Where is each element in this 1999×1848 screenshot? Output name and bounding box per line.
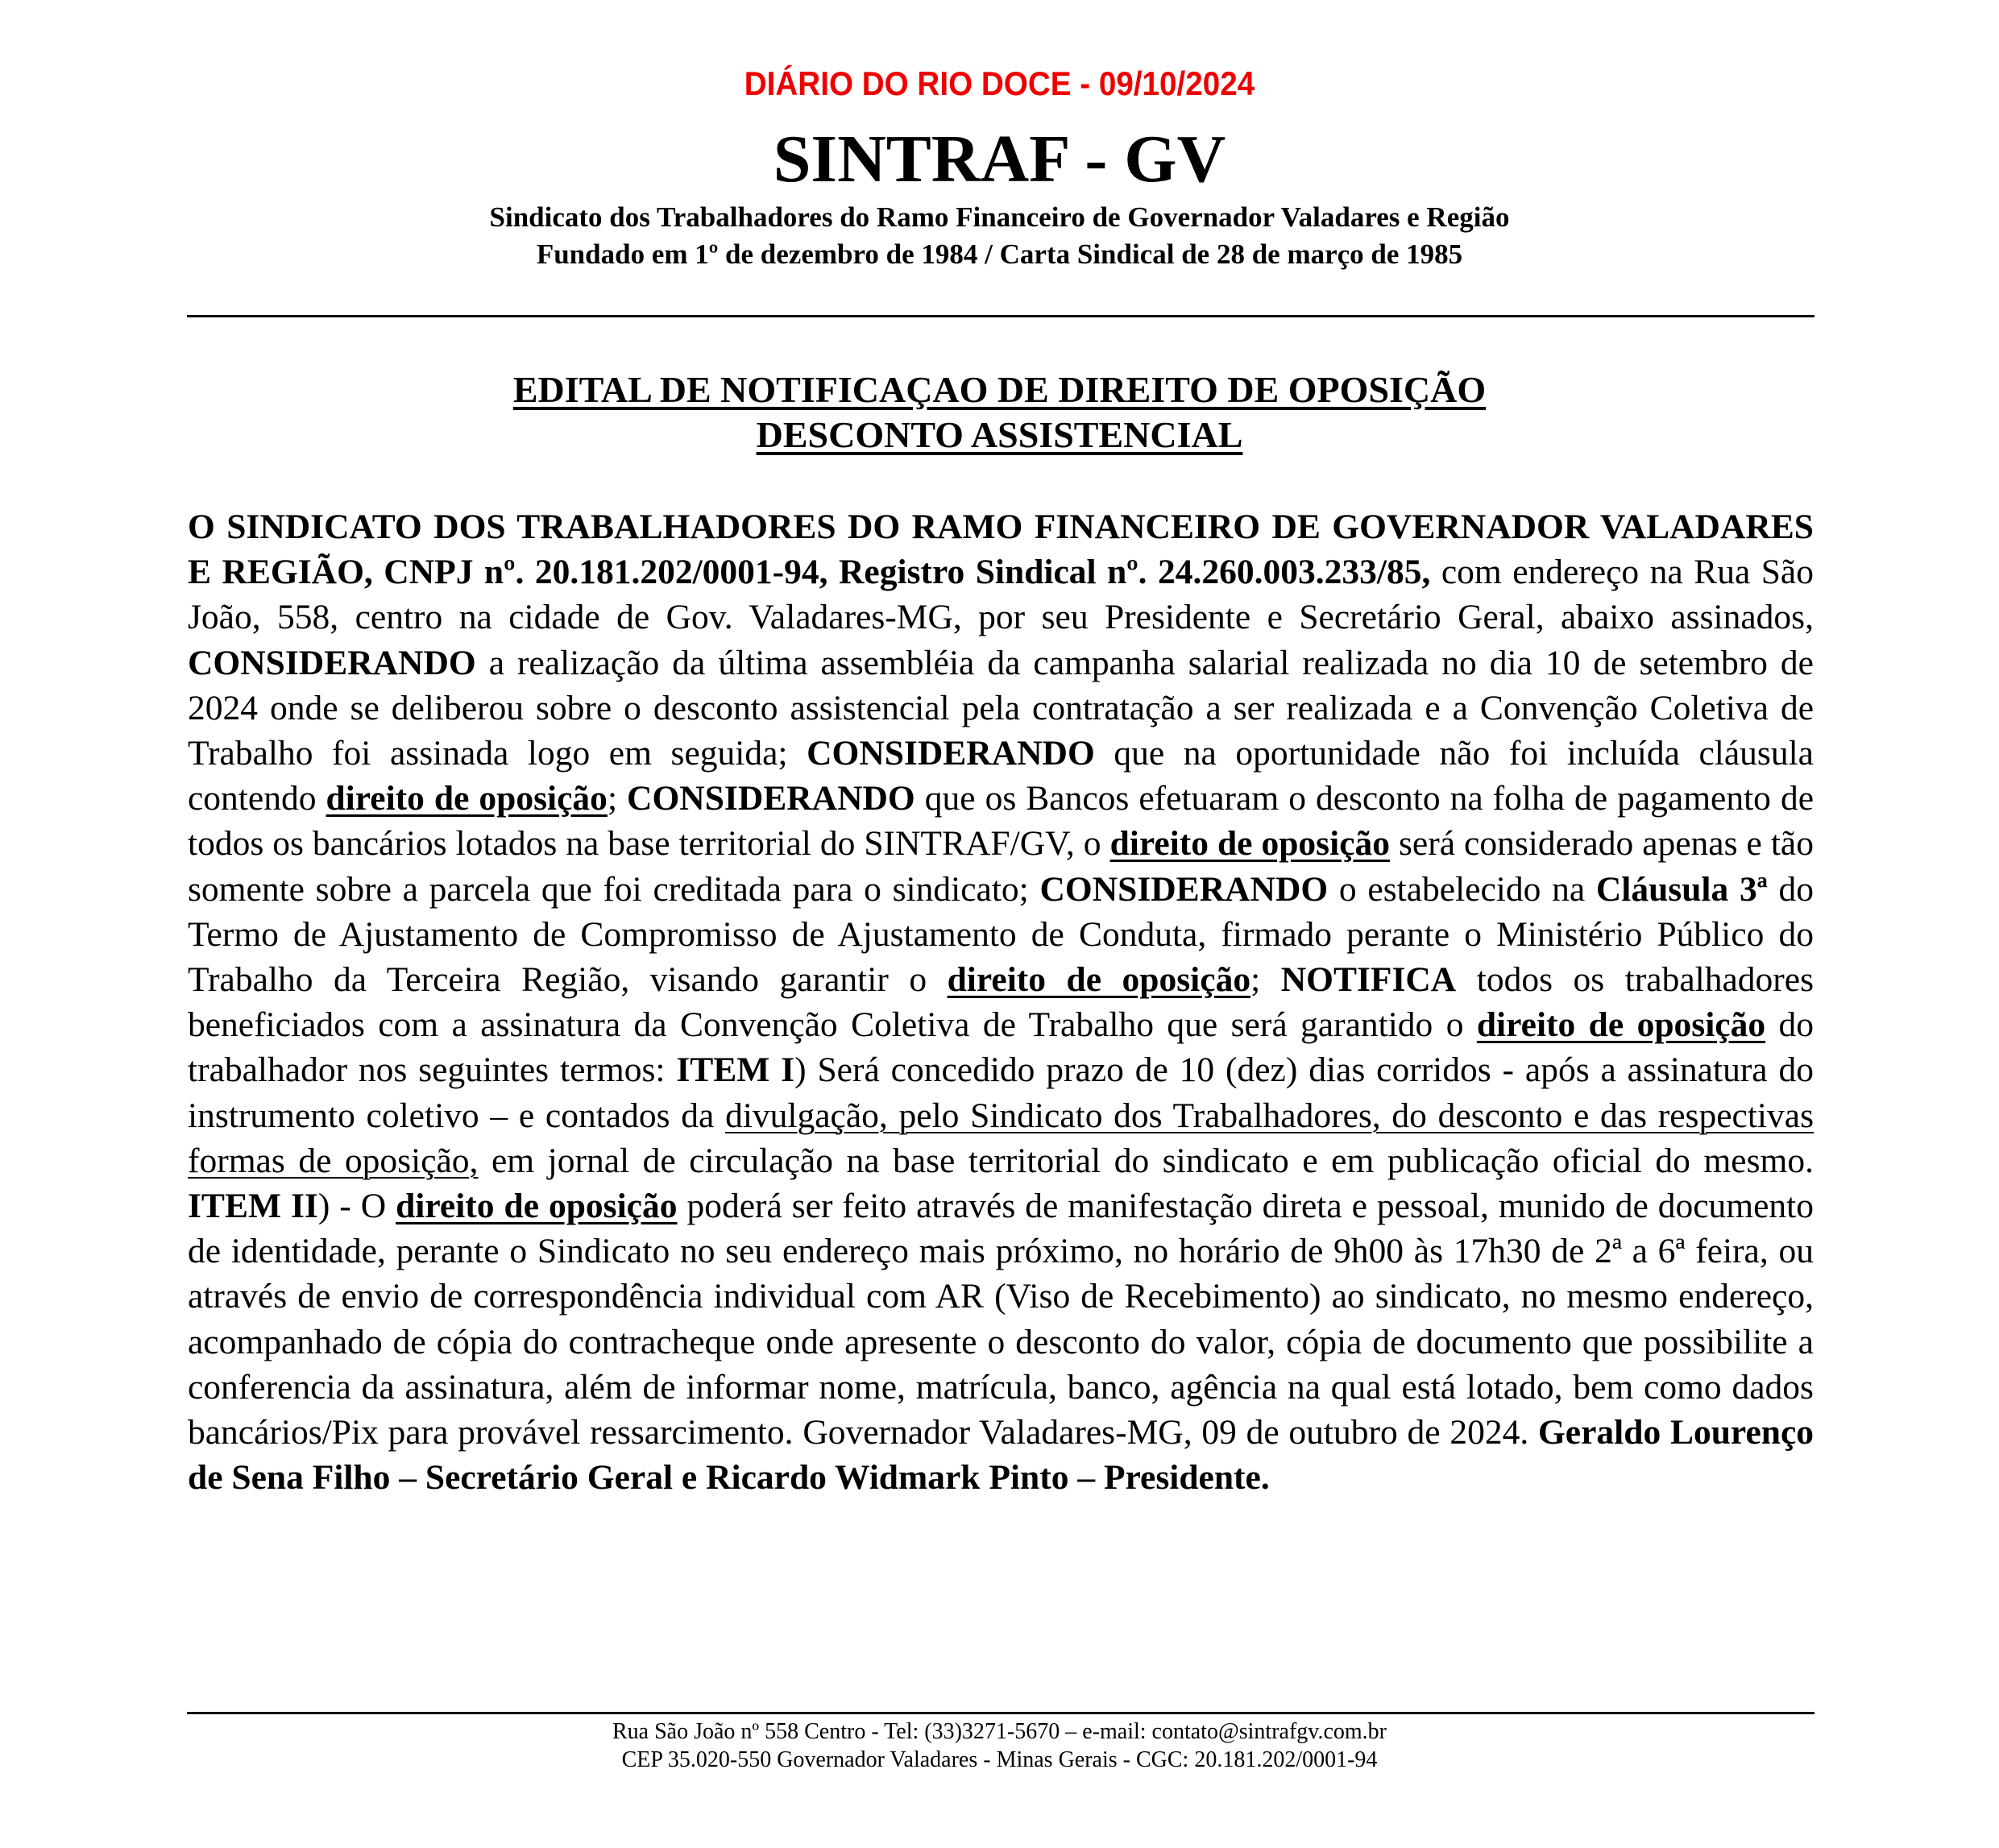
body-text-segment: ;: [607, 779, 628, 818]
body-text-segment: será considerado apenas e tão somente sobre a parcela que foi creditada para o sindicato;: [188, 824, 1814, 909]
notice-title-line2: DESCONTO ASSISTENCIAL: [756, 414, 1243, 455]
notice-subtitle: [0, 412, 1999, 458]
body-text-segment: em jornal de circulação na base territorial do sindicato e em publicação oficial do mesmo.: [478, 1141, 1814, 1180]
underlined-text: divulgação, pelo Sindicato dos Trabalhadores, do desconto e das respectivas formas de oposição,: [188, 1096, 1814, 1180]
newspaper-date-banner: DIÁRIO DO RIO DOCE - 09/10/2024: [744, 64, 1255, 102]
body-text-segment: o estabelecido na: [1328, 869, 1596, 909]
emphasis-direito-de-oposicao: direito de oposição: [1109, 824, 1390, 864]
bold-text: NOTIFICA: [1280, 960, 1457, 1000]
footer-divider: [187, 1712, 1814, 1714]
bold-text: Geraldo Lourenço de Sena Filho – Secretário Geral e Ricardo Widmark Pinto – Presidente.: [188, 1413, 1814, 1498]
notice-title-line1: EDITAL DE NOTIFICAÇAO DE DIREITO DE OPOSIÇÃO: [512, 369, 1487, 410]
header-divider: [187, 315, 1814, 317]
bold-text: ITEM I: [676, 1050, 795, 1090]
bold-text: CONSIDERANDO: [807, 734, 1095, 773]
bold-text: CONSIDERANDO: [1039, 869, 1329, 909]
bold-text: ITEM II: [188, 1187, 318, 1226]
bold-text: O SINDICATO DOS TRABALHADORES DO RAMO FINANCEIRO DE GOVERNADOR VALADARES E REGIÃO, CNPJ nº. 20.181.202/0001-94, Registro Sindical nº. 24.260.003.233/85,: [188, 508, 1814, 592]
body-text-segment: ) Será concedido prazo de 10 (dez) dias corridos - após a assinatura do instrumento coletivo – e contados da: [188, 1050, 1814, 1135]
org-foundation-info: Fundado em 1º de dezembro de 1984 / Carta Sindical de 28 de março de 1985: [536, 238, 1463, 270]
body-text-segment: do Termo de Ajustamento de Compromisso de Ajustamento de Conduta, firmado perante o Ministério Público do Trabalho da Terceira Região, visando garantir o: [188, 869, 1814, 1000]
bold-text: Cláusula 3ª: [1595, 869, 1768, 909]
emphasis-direito-de-oposicao: direito de oposição: [1476, 1005, 1766, 1045]
body-text-segment: com endereço na Rua São João, 558, centro na cidade de Gov. Valadares-MG, por seu Presidente e Secretário Geral, abaixo assinados,: [188, 553, 1814, 637]
body-text-segment: todos os trabalhadores beneficiados com a assinatura da Convenção Coletiva de Trabalho que será garantido o: [188, 960, 1814, 1045]
body-text-segment: que na oportunidade não foi incluída cláusula contendo: [188, 734, 1814, 818]
bold-text: CONSIDERANDO: [627, 779, 915, 818]
emphasis-direito-de-oposicao: direito de oposição: [947, 960, 1251, 1000]
org-full-name: Sindicato dos Trabalhadores do Ramo Financeiro de Governador Valadares e Região: [489, 201, 1510, 233]
body-text-segment: que os Bancos efetuaram o desconto na folha de pagamento de todos os bancários lotados na base territorial do SINTRAF/GV, o: [188, 779, 1814, 864]
org-title: SINTRAF - GV: [773, 122, 1226, 197]
body-text-segment: poderá ser feito através de manifestação direta e pessoal, munido de documento de identidade, perante o Sindicato no seu endereço mais próximo, no horário de 9h00 às 17h30 de 2ª a 6ª feira, ou através de envio de correspondência individual com AR (Viso de Recebimento) ao sindicato, no mesmo endereço, acompanhado de cópia do contracheque onde apresente o desconto do valor, cópia de documento que possibilite a conferencia da assinatura, além de informar nome, matrícula, banco, agência na qual está lotado, bem como dados bancários/Pix para provável ressarcimento. Governador Valadares-MG, 09 de outubro de 2024.: [188, 1187, 1814, 1452]
emphasis-direito-de-oposicao: direito de oposição: [396, 1187, 678, 1226]
body-text-segment: ;: [1250, 960, 1281, 1000]
notice-body: [188, 504, 1814, 1500]
footer-cep-cgc: CEP 35.020-550 Governador Valadares - Minas Gerais - CGC: 20.181.202/0001-94: [621, 1747, 1378, 1772]
body-text-segment: ) - O: [317, 1187, 396, 1226]
emphasis-direito-de-oposicao: direito de oposição: [326, 779, 608, 818]
bold-text: CONSIDERANDO: [188, 643, 476, 682]
body-text-segment: do trabalhador nos seguintes termos:: [188, 1005, 1814, 1090]
notice-title: [0, 367, 1999, 412]
body-text-segment: a realização da última assembléia da campanha salarial realizada no dia 10 de setembro de 2024 onde se deliberou sobre o desconto assistencial pela contratação a ser realizada e a Convenção Coletiva de Trabalho foi assinada logo em seguida;: [188, 643, 1814, 773]
footer-address: Rua São João nº 558 Centro - Tel: (33)3271-5670 – e-mail: contato@sintrafgv.com.br: [612, 1719, 1387, 1744]
